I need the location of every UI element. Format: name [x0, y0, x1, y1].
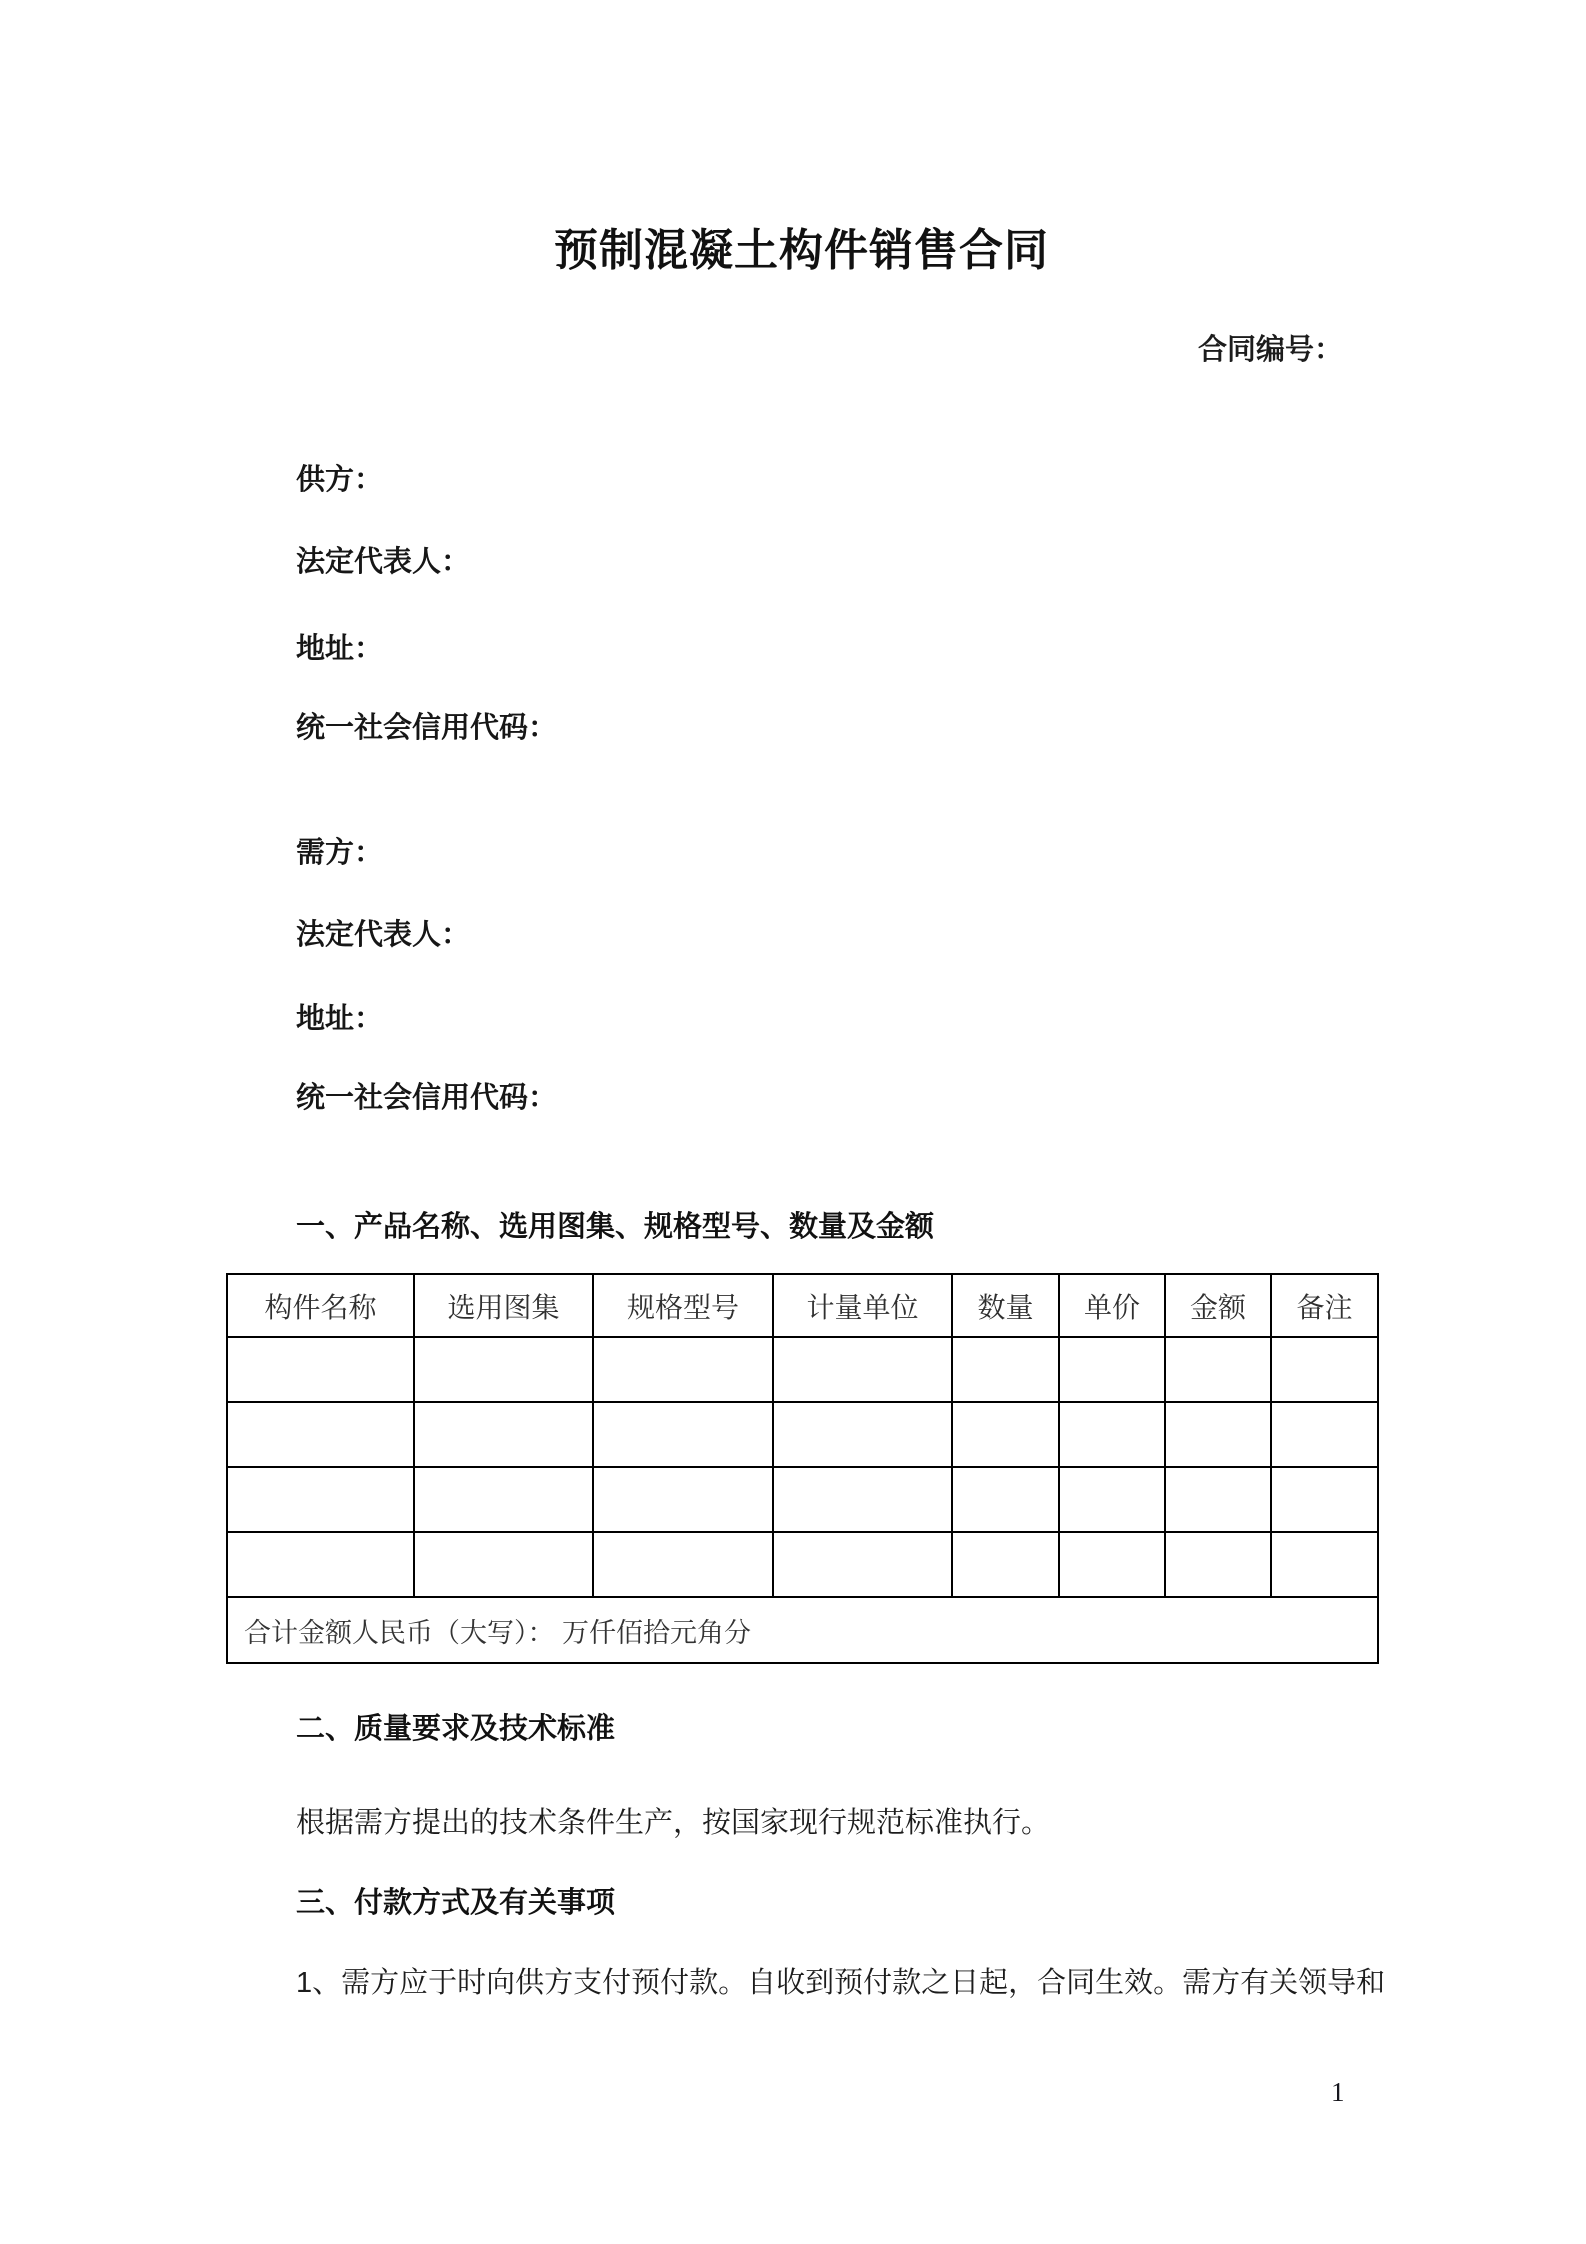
supplier-credit-code-label: 统一社会信用代码：	[296, 712, 558, 744]
supplier-party-label: 供方：	[296, 464, 384, 496]
header-cell-amount: 金额	[1165, 1274, 1271, 1337]
empty-cell	[414, 1337, 593, 1402]
page-title: 预制混凝土构件销售合同	[554, 226, 1049, 275]
table-row	[227, 1532, 1378, 1597]
table-row	[227, 1337, 1378, 1402]
empty-cell	[227, 1532, 414, 1597]
supplier-legal-rep-label: 法定代表人：	[296, 546, 471, 578]
total-row	[227, 1597, 1378, 1663]
empty-cell	[593, 1337, 773, 1402]
empty-cell	[414, 1532, 593, 1597]
section-one-heading: 一、产品名称、选用图集、规格型号、数量及金额	[296, 1211, 935, 1243]
contract-number-label: 合同编号：	[1197, 334, 1343, 366]
empty-cell	[1059, 1467, 1165, 1532]
section-two-heading: 二、质量要求及技术标准	[296, 1713, 616, 1745]
empty-cell	[593, 1532, 773, 1597]
section-three-heading: 三、付款方式及有关事项	[296, 1887, 616, 1919]
buyer-credit-code-label: 统一社会信用代码：	[296, 1082, 558, 1114]
empty-cell	[773, 1337, 952, 1402]
empty-cell	[1271, 1402, 1378, 1467]
empty-cell	[593, 1467, 773, 1532]
empty-cell	[227, 1467, 414, 1532]
table-row	[227, 1402, 1378, 1467]
empty-cell	[1271, 1532, 1378, 1597]
empty-cell	[773, 1467, 952, 1532]
empty-cell	[1165, 1337, 1271, 1402]
product-table	[226, 1273, 1379, 1664]
empty-cell	[1165, 1532, 1271, 1597]
empty-cell	[1059, 1337, 1165, 1402]
empty-cell	[1271, 1467, 1378, 1532]
header-cell-unit-price: 单价	[1059, 1274, 1165, 1337]
empty-cell	[952, 1402, 1059, 1467]
buyer-address-label: 地址：	[296, 1003, 384, 1035]
section-three-body: 1、需方应于时向供方支付预付款。自收到预付款之日起，合同生效。需方有关领导和	[296, 1967, 1386, 1999]
header-cell-unit: 计量单位	[773, 1274, 952, 1337]
empty-cell	[952, 1532, 1059, 1597]
table-header-row	[227, 1274, 1378, 1337]
empty-cell	[1271, 1337, 1378, 1402]
empty-cell	[952, 1467, 1059, 1532]
empty-cell	[773, 1402, 952, 1467]
section-two-body: 根据需方提出的技术条件生产，按国家现行规范标准执行。	[296, 1807, 1051, 1839]
empty-cell	[1059, 1402, 1165, 1467]
empty-cell	[414, 1402, 593, 1467]
header-cell-component-name: 构件名称	[227, 1274, 414, 1337]
buyer-legal-rep-label: 法定代表人：	[296, 919, 471, 951]
empty-cell	[227, 1337, 414, 1402]
empty-cell	[593, 1402, 773, 1467]
page-number: 1	[1331, 2077, 1345, 2107]
total-amount-label: 合计金额人民币（大写）： 万仟佰拾元角分	[227, 1597, 1378, 1663]
header-cell-quantity: 数量	[952, 1274, 1059, 1337]
buyer-party-label: 需方：	[296, 837, 384, 869]
supplier-address-label: 地址：	[296, 633, 384, 665]
header-cell-remarks: 备注	[1271, 1274, 1378, 1337]
empty-cell	[952, 1337, 1059, 1402]
empty-cell	[414, 1467, 593, 1532]
empty-cell	[227, 1402, 414, 1467]
header-cell-atlas: 选用图集	[414, 1274, 593, 1337]
table-row	[227, 1467, 1378, 1532]
empty-cell	[1165, 1467, 1271, 1532]
header-cell-spec-model: 规格型号	[593, 1274, 773, 1337]
empty-cell	[1165, 1402, 1271, 1467]
empty-cell	[1059, 1532, 1165, 1597]
empty-cell	[773, 1532, 952, 1597]
